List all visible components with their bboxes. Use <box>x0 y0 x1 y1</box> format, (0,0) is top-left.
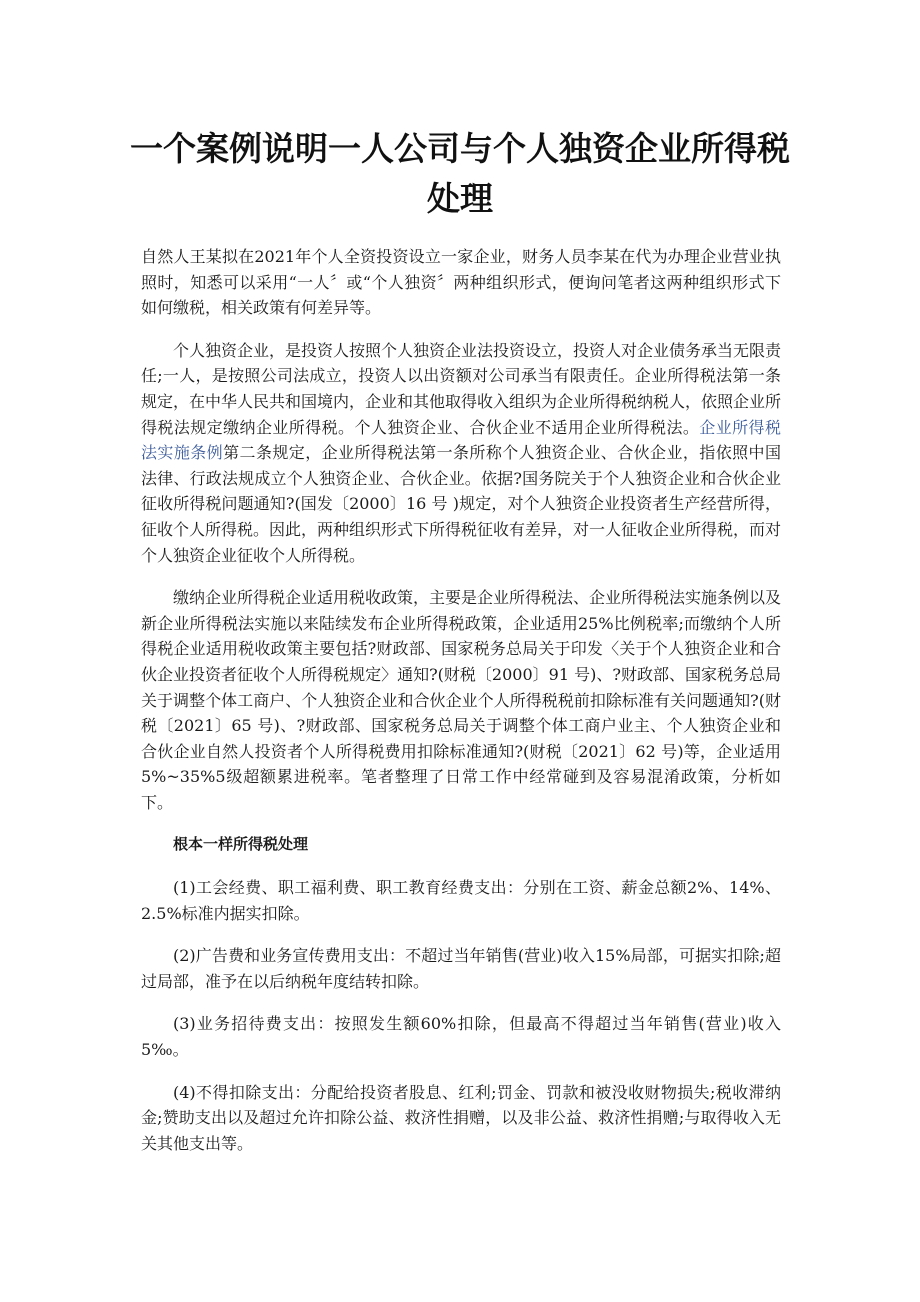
list-item: (2)广告费和业务宣传费用支出：不超过当年销售(营业)收入15%局部，可据实扣除;超过局部，准予在以后纳税年度结转扣除。 <box>141 946 781 991</box>
regulation-link[interactable]: 企业所得税法实施条例 <box>141 417 781 463</box>
article-body <box>141 244 781 1173</box>
list-item: (4)不得扣除支出：分配给投资者股息、红利;罚金、罚款和被没收财物损失;税收滞纳金;赞助支出以及超过允许扣除公益、救济性捐赠，以及非公益、救济性捐赠;与取得收入无关其他支出等。 <box>141 1082 781 1153</box>
paragraph-tax-policy: 缴纳企业所得税企业适用税收政策，主要是企业所得税法、企业所得税法实施条例以及新企业所得税法实施以来陆续发布企业所得税政策，企业适用25%比例税率;而缴纳个人所得税企业适用税收政策主要包括?财政部、国家税务总局关于印发〈关于个人独资企业和合伙企业投资者征收个人所得税规定〉通知?(财税〔2000〕91 号)、?财政部、国家税务总局关于调整个体工商户、个人独资企业和合伙企业个人所得税税前扣除标准有关问题通知?(财税〔2021〕65 号)、?财政部、国家税务总局关于调整个体工商户业主、个人独资企业和合伙企业自然人投资者个人所得税费用扣除标准通知?(财税〔2021〕62 号)等，企业适用5%~35%5级超额累进税率。笔者整理了日常工作中经常碰到及容易混淆政策，分析如下。 <box>141 588 782 812</box>
paragraph-definitions <box>141 338 781 568</box>
page-title: 一个案例说明一人公司与个人独资企业所得税处理 <box>130 129 790 218</box>
section-heading: 根本一样所得税处理 <box>173 835 309 854</box>
paragraph-text: 个人独资企业，是投资人按照个人独资企业法投资设立，投资人对企业债务承当无限责任;一人，是按照公司法成立，投资人以出资额对公司承当有限责任。企业所得税法第一条规定，在中华人民共和国境内，企业和其他取得收入组织为企业所得税纳税人，依照企业所得税法规定缴纳企业所得税。个人独资企业、合伙企业不适用企业所得税法。 <box>141 340 782 437</box>
list-item: (3)业务招待费支出：按照发生额60%扣除，但最高不得超过当年销售(营业)收入5‰。 <box>141 1014 781 1060</box>
paragraph-text: 第二条规定，企业所得税法第一条所称个人独资企业、合伙企业，指依照中国法律、行政法规成立个人独资企业、合伙企业。依据?国务院关于个人独资企业和合伙企业征收所得税问题通知?(国发〔2000〕16 号 )规定，对个人独资企业投资者生产经营所得，征收个人所得税。因此，两种组织形式下所得税征收有差异，对一人征收企业所得税，而对个人独资企业征收个人所得税。 <box>141 443 782 565</box>
list-item: (1)工会经费、职工福利费、职工教育经费支出：分别在工资、薪金总额2%、14%、2.5%标准内据实扣除。 <box>141 878 781 923</box>
paragraph-intro: 自然人王某拟在2021年个人全资投资设立一家企业，财务人员李某在代为办理企业营业执照时，知悉可以采用“一人〞或“个人独资〞两种组织形式，便询问笔者这两种组织形式下如何缴税，相关政策有何差异等。 <box>141 247 781 318</box>
